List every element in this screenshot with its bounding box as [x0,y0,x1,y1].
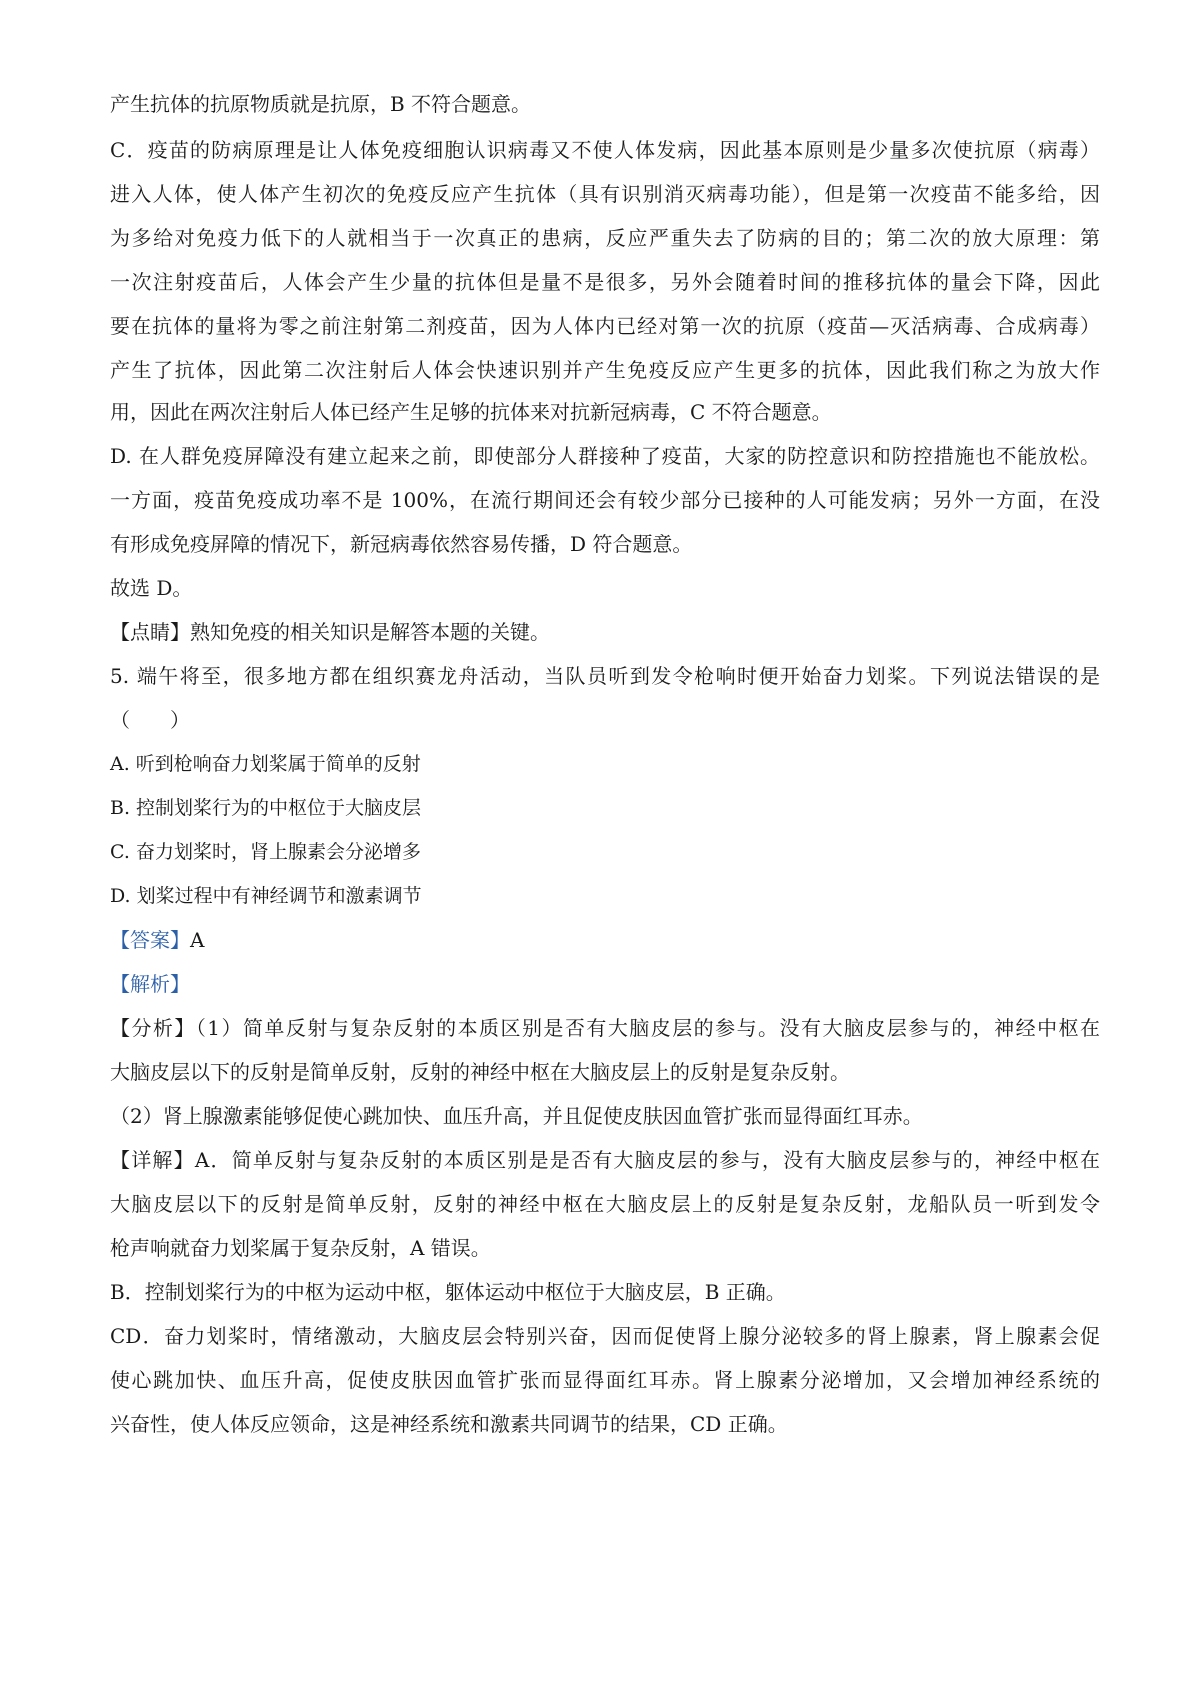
text-line: 使心跳加快、血压升高，促使皮肤因血管扩张而显得面红耳赤。肾上腺素分泌增加，又会增加神经系统的 [110,1368,1100,1392]
text-line: 兴奋性，使人体反应领命，这是神经系统和激素共同调节的结果，CD 正确。 [110,1412,788,1436]
answer-line [110,926,204,954]
text-line: 大脑皮层以下的反射是简单反射，反射的神经中枢在大脑皮层上的反射是复杂反射，龙船队员一听到发令 [110,1192,1100,1216]
text-line: 一方面，疫苗免疫成功率不是 100%，在流行期间还会有较少部分已接种的人可能发病；另外一方面，在没 [110,488,1100,512]
question-bracket: （ ） [110,708,190,732]
text-line: 【点睛】熟知免疫的相关知识是解答本题的关键。 [110,620,550,644]
text-line: CD．奋力划桨时，情绪激动，大脑皮层会特别兴奋，因而促使肾上腺分泌较多的肾上腺素，肾上腺素会促 [110,1324,1100,1348]
option-a: A. 听到枪响奋力划桨属于简单的反射 [110,753,421,775]
text-line: D. 在人群免疫屏障没有建立起来之前，即使部分人群接种了疫苗，大家的防控意识和防控措施也不能放松。 [110,444,1100,468]
text-line: 进入人体，使人体产生初次的免疫反应产生抗体（具有识别消灭病毒功能），但是第一次疫苗不能多给，因 [110,182,1100,206]
text-line: 大脑皮层以下的反射是简单反射，反射的神经中枢在大脑皮层上的反射是复杂反射。 [110,1060,850,1084]
answer-tag: 【答案】 [110,928,190,952]
answer-value: A [190,928,205,952]
text-line: 有形成免疫屏障的情况下，新冠病毒依然容易传播，D 符合题意。 [110,532,693,556]
text-line: （2）肾上腺激素能够促使心跳加快、血压升高，并且促使皮肤因血管扩张而显得面红耳赤。 [110,1104,923,1128]
text-line: 产生抗体的抗原物质就是抗原，B 不符合题意。 [110,92,532,116]
option-c: C. 奋力划桨时，肾上腺素会分泌增多 [110,841,421,863]
text-line: B．控制划桨行为的中枢为运动中枢，躯体运动中枢位于大脑皮层，B 正确。 [110,1280,786,1304]
text-line: 故选 D。 [110,576,193,600]
option-d: D. 划桨过程中有神经调节和激素调节 [110,885,422,907]
text-line: 产生了抗体，因此第二次注射后人体会快速识别并产生免疫反应产生更多的抗体，因此我们称之为放大作 [110,358,1100,382]
text-line: 【详解】A．简单反射与复杂反射的本质区别是是否有大脑皮层的参与，没有大脑皮层参与的，神经中枢在 [110,1148,1100,1172]
text-line: 用，因此在两次注射后人体已经产生足够的抗体来对抗新冠病毒，C 不符合题意。 [110,400,832,424]
text-line: 要在抗体的量将为零之前注射第二剂疫苗，因为人体内已经对第一次的抗原（疫苗—灭活病毒、合成病毒） [110,314,1100,338]
text-line: 枪声响就奋力划桨属于复杂反射，A 错误。 [110,1236,491,1260]
analysis-tag: 【解析】 [110,972,190,996]
question-stem: 5. 端午将至，很多地方都在组织赛龙舟活动，当队员听到发令枪响时便开始奋力划桨。下列说法错误的是 [110,664,1100,688]
option-b: B. 控制划桨行为的中枢位于大脑皮层 [110,797,422,819]
text-line: 一次注射疫苗后，人体会产生少量的抗体但是量不是很多，另外会随着时间的推移抗体的量会下降，因此 [110,270,1100,294]
text-line: 【分析】（1）简单反射与复杂反射的本质区别是否有大脑皮层的参与。没有大脑皮层参与的，神经中枢在 [110,1016,1100,1040]
text-line: C．疫苗的防病原理是让人体免疫细胞认识病毒又不使人体发病，因此基本原则是少量多次使抗原（病毒） [110,138,1100,162]
text-line: 为多给对免疫力低下的人就相当于一次真正的患病，反应严重失去了防病的目的；第二次的放大原理：第 [110,226,1100,250]
